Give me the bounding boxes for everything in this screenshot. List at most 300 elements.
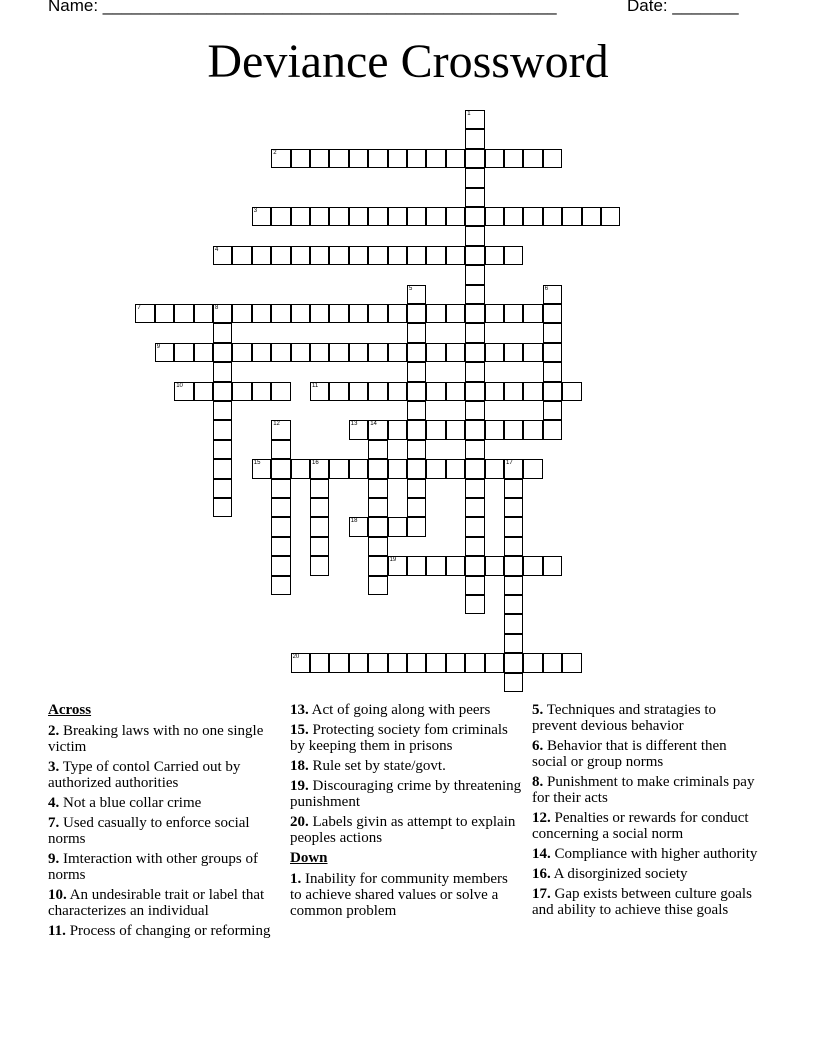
crossword-cell[interactable] (504, 343, 523, 362)
crossword-cell[interactable] (465, 129, 484, 148)
crossword-cell[interactable] (465, 323, 484, 342)
crossword-cell[interactable] (543, 653, 562, 672)
crossword-cell[interactable] (349, 382, 368, 401)
crossword-cell[interactable] (291, 653, 310, 672)
crossword-cell[interactable] (426, 459, 445, 478)
crossword-cell[interactable] (523, 304, 542, 323)
crossword-cell[interactable] (310, 207, 329, 226)
cell-number: 11 (312, 382, 319, 389)
clue-column-2 (290, 702, 522, 923)
crossword-cell[interactable] (213, 246, 232, 265)
cell-number: 10 (176, 382, 183, 389)
crossword-cell[interactable] (465, 576, 484, 595)
crossword-cell[interactable] (291, 207, 310, 226)
crossword-cell[interactable] (388, 382, 407, 401)
crossword-cell[interactable] (213, 440, 232, 459)
crossword-cell[interactable] (271, 479, 290, 498)
clue-text: An undesirable trait or label that characterizes an individual (48, 887, 265, 919)
crossword-cell[interactable] (543, 323, 562, 342)
crossword-cell[interactable] (504, 614, 523, 633)
crossword-cell[interactable] (349, 304, 368, 323)
clue-item (290, 814, 522, 846)
clue-item (48, 887, 273, 919)
crossword-cell[interactable] (465, 149, 484, 168)
crossword-cell[interactable] (388, 149, 407, 168)
crossword-cell[interactable] (543, 420, 562, 439)
crossword-cell[interactable] (465, 459, 484, 478)
crossword-cell[interactable] (213, 401, 232, 420)
crossword-cell[interactable] (368, 207, 387, 226)
crossword-cell[interactable] (271, 304, 290, 323)
crossword-cell[interactable] (213, 479, 232, 498)
clue-text: Breaking laws with no one single victim (48, 723, 264, 755)
crossword-cell[interactable] (155, 343, 174, 362)
clue-item (48, 815, 273, 847)
crossword-cell[interactable] (485, 459, 504, 478)
crossword-cell[interactable] (368, 382, 387, 401)
crossword-cell[interactable] (388, 653, 407, 672)
crossword-cell[interactable] (426, 304, 445, 323)
crossword-cell[interactable] (291, 304, 310, 323)
crossword-cell[interactable] (523, 343, 542, 362)
crossword-cell[interactable] (407, 343, 426, 362)
crossword-cell[interactable] (349, 420, 368, 439)
crossword-cell[interactable] (426, 420, 445, 439)
crossword-cell[interactable] (368, 440, 387, 459)
crossword-cell[interactable] (388, 420, 407, 439)
down-clue-list-continued (532, 702, 764, 918)
crossword-cell[interactable] (213, 498, 232, 517)
clue-item (290, 778, 522, 810)
clue-text: Act of going along with peers (308, 702, 491, 718)
clue-text: Behavior that is different then social or group norms (532, 738, 727, 770)
cell-number: 12 (273, 421, 280, 428)
crossword-cell[interactable] (174, 304, 193, 323)
crossword-cell[interactable] (310, 479, 329, 498)
clue-item (532, 886, 764, 918)
crossword-cell[interactable] (426, 653, 445, 672)
crossword-cell[interactable] (407, 420, 426, 439)
crossword-cell[interactable] (465, 207, 484, 226)
crossword-cell[interactable] (310, 382, 329, 401)
crossword-cell[interactable] (465, 246, 484, 265)
crossword-cell[interactable] (407, 479, 426, 498)
clue-text: Not a blue collar crime (59, 795, 202, 811)
crossword-cell[interactable] (271, 517, 290, 536)
crossword-cell[interactable] (368, 479, 387, 498)
crossword-cell[interactable] (194, 343, 213, 362)
crossword-cell[interactable] (407, 362, 426, 381)
crossword-cell[interactable] (232, 382, 251, 401)
crossword-cell[interactable] (232, 343, 251, 362)
clue-number: 7. (48, 815, 60, 831)
crossword-cell[interactable] (349, 246, 368, 265)
clue-item (48, 851, 273, 883)
crossword-cell[interactable] (213, 382, 232, 401)
crossword-cell[interactable] (446, 653, 465, 672)
crossword-cell[interactable] (213, 362, 232, 381)
crossword-cell[interactable] (465, 401, 484, 420)
crossword-cell[interactable] (504, 537, 523, 556)
crossword-cell[interactable] (213, 304, 232, 323)
crossword-cell[interactable] (310, 343, 329, 362)
clue-text: Rule set by state/govt. (308, 758, 446, 774)
crossword-cell[interactable] (465, 382, 484, 401)
clue-item (532, 702, 764, 734)
crossword-cell[interactable] (465, 343, 484, 362)
crossword-cell[interactable] (485, 149, 504, 168)
crossword-cell[interactable] (310, 498, 329, 517)
crossword-cell[interactable] (271, 382, 290, 401)
crossword-cell[interactable] (368, 653, 387, 672)
cell-number: 6 (544, 285, 549, 292)
crossword-cell[interactable] (407, 498, 426, 517)
crossword-cell[interactable] (504, 498, 523, 517)
crossword-cell[interactable] (485, 653, 504, 672)
crossword-cell[interactable] (446, 382, 465, 401)
crossword-cell[interactable] (446, 207, 465, 226)
crossword-cell[interactable] (291, 343, 310, 362)
clue-number: 11. (48, 923, 66, 939)
crossword-cell[interactable] (252, 343, 271, 362)
crossword-cell[interactable] (543, 304, 562, 323)
crossword-cell[interactable] (407, 440, 426, 459)
crossword-cell[interactable] (388, 343, 407, 362)
crossword-cell[interactable] (504, 420, 523, 439)
crossword-cell[interactable] (543, 556, 562, 575)
crossword-cell[interactable] (504, 576, 523, 595)
crossword-cell[interactable] (504, 634, 523, 653)
crossword-cell[interactable] (252, 246, 271, 265)
name-label: Name: (48, 0, 103, 15)
crossword-cell[interactable] (446, 556, 465, 575)
crossword-cell[interactable] (310, 459, 329, 478)
crossword-cell[interactable] (562, 207, 581, 226)
crossword-cell[interactable] (543, 285, 562, 304)
cell-number: 1 (467, 111, 471, 117)
crossword-cell[interactable] (465, 653, 484, 672)
crossword-cell[interactable] (504, 653, 523, 672)
crossword-cell[interactable] (504, 556, 523, 575)
crossword-cell[interactable] (465, 556, 484, 575)
crossword-cell[interactable] (349, 459, 368, 478)
cell-number: 19 (389, 557, 397, 564)
crossword-cell[interactable] (446, 246, 465, 265)
crossword-cell[interactable] (465, 226, 484, 245)
clue-number: 14. (532, 846, 551, 862)
clue-number: 10. (48, 887, 67, 903)
clue-number: 2. (48, 723, 60, 739)
crossword-cell[interactable] (543, 362, 562, 381)
crossword-cell[interactable] (368, 459, 387, 478)
clue-number: 3. (48, 759, 60, 775)
crossword-cell[interactable] (504, 673, 523, 692)
crossword-cell[interactable] (291, 149, 310, 168)
crossword-cell[interactable] (271, 498, 290, 517)
date-label: Date: (627, 0, 673, 15)
crossword-cell[interactable] (485, 343, 504, 362)
crossword-cell[interactable] (388, 517, 407, 536)
crossword-cell[interactable] (543, 149, 562, 168)
crossword-cell[interactable] (523, 207, 542, 226)
crossword-cell[interactable] (426, 149, 445, 168)
cell-number: 4 (215, 246, 219, 253)
crossword-cell[interactable] (271, 246, 290, 265)
clue-number: 5. (532, 702, 544, 718)
crossword-cell[interactable] (465, 304, 484, 323)
crossword-cell[interactable] (465, 537, 484, 556)
crossword-cell[interactable] (465, 265, 484, 284)
crossword-cell[interactable] (407, 517, 426, 536)
crossword-cell[interactable] (504, 517, 523, 536)
clue-item (532, 846, 764, 862)
crossword-cell[interactable] (291, 246, 310, 265)
crossword-cell[interactable] (485, 420, 504, 439)
crossword-cell[interactable] (426, 556, 445, 575)
crossword-cell[interactable] (407, 246, 426, 265)
crossword-cell[interactable] (310, 653, 329, 672)
crossword-cell[interactable] (543, 343, 562, 362)
down-heading: Down (290, 850, 328, 866)
crossword-cell[interactable] (271, 207, 290, 226)
crossword-cell[interactable] (504, 479, 523, 498)
crossword-cell[interactable] (368, 556, 387, 575)
crossword-cell[interactable] (485, 556, 504, 575)
crossword-cell[interactable] (562, 382, 581, 401)
crossword-cell[interactable] (213, 323, 232, 342)
crossword-cell[interactable] (252, 304, 271, 323)
clue-text: A disorginized society (550, 866, 688, 882)
crossword-cell[interactable] (523, 420, 542, 439)
clue-number: 13. (290, 702, 309, 718)
crossword-cell[interactable] (329, 149, 348, 168)
crossword-cell[interactable] (329, 246, 348, 265)
crossword-cell[interactable] (329, 207, 348, 226)
crossword-cell[interactable] (310, 149, 329, 168)
clue-number: 4. (48, 795, 60, 811)
crossword-cell[interactable] (174, 343, 193, 362)
cell-number: 3 (253, 208, 258, 214)
crossword-cell[interactable] (407, 459, 426, 478)
crossword-cell[interactable] (349, 343, 368, 362)
crossword-cell[interactable] (232, 246, 251, 265)
cell-number: 15 (253, 460, 261, 467)
crossword-cell[interactable] (446, 149, 465, 168)
crossword-cell[interactable] (310, 517, 329, 536)
crossword-cell[interactable] (291, 459, 310, 478)
crossword-cell[interactable] (271, 420, 290, 439)
crossword-cell[interactable] (310, 537, 329, 556)
clue-number: 17. (532, 886, 551, 902)
crossword-cell[interactable] (388, 207, 407, 226)
crossword-cell[interactable] (155, 304, 174, 323)
crossword-cell[interactable] (426, 382, 445, 401)
crossword-cell[interactable] (465, 595, 484, 614)
crossword-cell[interactable] (368, 246, 387, 265)
crossword-cell[interactable] (213, 420, 232, 439)
crossword-cell[interactable] (465, 479, 484, 498)
crossword-cell[interactable] (465, 285, 484, 304)
crossword-cell[interactable] (485, 304, 504, 323)
crossword-cell[interactable] (407, 653, 426, 672)
crossword-cell[interactable] (426, 246, 445, 265)
crossword-cell[interactable] (504, 149, 523, 168)
crossword-cell[interactable] (135, 304, 154, 323)
across-clue-list (48, 723, 273, 939)
crossword-cell[interactable] (368, 149, 387, 168)
crossword-cell[interactable] (465, 517, 484, 536)
crossword-cell[interactable] (523, 459, 542, 478)
crossword-cell[interactable] (368, 343, 387, 362)
crossword-cell[interactable] (368, 517, 387, 536)
crossword-cell[interactable] (582, 207, 601, 226)
crossword-cell[interactable] (329, 382, 348, 401)
crossword-cell[interactable] (388, 304, 407, 323)
crossword-cell[interactable] (271, 459, 290, 478)
crossword-cell[interactable] (504, 207, 523, 226)
crossword-cell[interactable] (329, 653, 348, 672)
across-clue-list-continued (290, 702, 522, 846)
crossword-cell[interactable] (407, 323, 426, 342)
cell-number: 9 (156, 343, 161, 350)
date-blank[interactable]: _______ (672, 0, 739, 15)
crossword-cell[interactable] (465, 188, 484, 207)
crossword-cell[interactable] (523, 382, 542, 401)
crossword-cell[interactable] (194, 382, 213, 401)
crossword-cell[interactable] (504, 382, 523, 401)
cell-number: 16 (312, 460, 319, 467)
clue-item (532, 866, 764, 882)
crossword-cell[interactable] (504, 304, 523, 323)
crossword-cell[interactable] (465, 168, 484, 187)
crossword-cell[interactable] (407, 207, 426, 226)
clue-item (290, 722, 522, 754)
crossword-cell[interactable] (252, 459, 271, 478)
name-blank[interactable]: ________________________________________________ (102, 0, 557, 15)
crossword-cell[interactable] (271, 440, 290, 459)
cell-number: 2 (273, 149, 277, 156)
crossword-cell[interactable] (407, 285, 426, 304)
crossword-cell[interactable] (426, 343, 445, 362)
crossword-cell[interactable] (271, 343, 290, 362)
crossword-cell[interactable] (349, 149, 368, 168)
clue-item (48, 923, 273, 939)
crossword-cell[interactable] (310, 556, 329, 575)
crossword-cell[interactable] (465, 498, 484, 517)
crossword-cell[interactable] (446, 343, 465, 362)
crossword-cell[interactable] (485, 382, 504, 401)
crossword-cell[interactable] (349, 517, 368, 536)
crossword-cell[interactable] (271, 149, 290, 168)
crossword-cell[interactable] (465, 440, 484, 459)
crossword-cell[interactable] (213, 459, 232, 478)
crossword-cell[interactable] (194, 304, 213, 323)
crossword-cell[interactable] (271, 576, 290, 595)
crossword-cell[interactable] (329, 304, 348, 323)
clue-text: Labels givin as attempt to explain peoples actions (290, 814, 516, 846)
crossword-cell[interactable] (446, 304, 465, 323)
clue-number: 1. (290, 871, 302, 887)
crossword-cell[interactable] (368, 420, 387, 439)
crossword-cell[interactable] (407, 382, 426, 401)
across-heading: Across (48, 702, 92, 718)
crossword-cell[interactable] (446, 459, 465, 478)
crossword-cell[interactable] (388, 556, 407, 575)
crossword-cell[interactable] (388, 246, 407, 265)
crossword-cell[interactable] (368, 498, 387, 517)
crossword-cell[interactable] (543, 382, 562, 401)
clue-column-1 (48, 702, 273, 943)
crossword-cell[interactable] (407, 401, 426, 420)
clue-text: Gap exists between culture goals and ability to achieve thise goals (532, 886, 752, 918)
clue-text: Punishment to make criminals pay for their acts (532, 774, 755, 806)
page-title: Deviance Crossword (207, 35, 609, 88)
clue-text: Penalties or rewards for conduct concerning a social norm (532, 810, 749, 842)
crossword-cell[interactable] (465, 362, 484, 381)
crossword-cell[interactable] (407, 556, 426, 575)
crossword-cell[interactable] (271, 556, 290, 575)
crossword-cell[interactable] (523, 653, 542, 672)
crossword-cell[interactable] (485, 246, 504, 265)
crossword-cell[interactable] (543, 207, 562, 226)
cell-number: 8 (215, 305, 219, 311)
crossword-cell[interactable] (523, 149, 542, 168)
clue-item (48, 795, 273, 811)
crossword-cell[interactable] (174, 382, 193, 401)
crossword-cell[interactable] (310, 304, 329, 323)
crossword-cell[interactable] (271, 537, 290, 556)
crossword-cell[interactable] (310, 246, 329, 265)
crossword-cell[interactable] (213, 343, 232, 362)
crossword-cell[interactable] (601, 207, 620, 226)
crossword-cell[interactable] (562, 653, 581, 672)
cell-number: 20 (292, 654, 300, 661)
crossword-cell[interactable] (368, 576, 387, 595)
clue-text: Inability for community members to achieve shared values or solve a common problem (290, 871, 508, 919)
cell-number: 18 (350, 518, 358, 525)
crossword-cell[interactable] (252, 382, 271, 401)
crossword-cell[interactable] (349, 207, 368, 226)
crossword-cell[interactable] (252, 207, 271, 226)
crossword-cell[interactable] (465, 110, 484, 129)
clue-text: Used casually to enforce social norms (48, 815, 250, 847)
crossword-cell[interactable] (232, 304, 251, 323)
clue-text: Discouraging crime by threatening punishment (290, 778, 522, 810)
crossword-cell[interactable] (543, 401, 562, 420)
crossword-cell[interactable] (504, 246, 523, 265)
crossword-cell[interactable] (523, 556, 542, 575)
crossword-cell[interactable] (368, 304, 387, 323)
crossword-cell[interactable] (368, 537, 387, 556)
crossword-cell[interactable] (329, 459, 348, 478)
crossword-cell[interactable] (426, 207, 445, 226)
crossword-cell[interactable] (465, 420, 484, 439)
crossword-cell[interactable] (349, 653, 368, 672)
clue-number: 12. (532, 810, 551, 826)
crossword-cell[interactable] (329, 343, 348, 362)
clue-item (532, 738, 764, 770)
crossword-cell[interactable] (504, 459, 523, 478)
clue-number: 16. (532, 866, 551, 882)
cell-number: 5 (409, 285, 413, 292)
crossword-cell[interactable] (446, 420, 465, 439)
crossword-cell[interactable] (504, 595, 523, 614)
crossword-cell[interactable] (388, 459, 407, 478)
crossword-cell[interactable] (485, 207, 504, 226)
crossword-cell[interactable] (407, 304, 426, 323)
crossword-cell[interactable] (407, 149, 426, 168)
clue-item (290, 871, 522, 919)
